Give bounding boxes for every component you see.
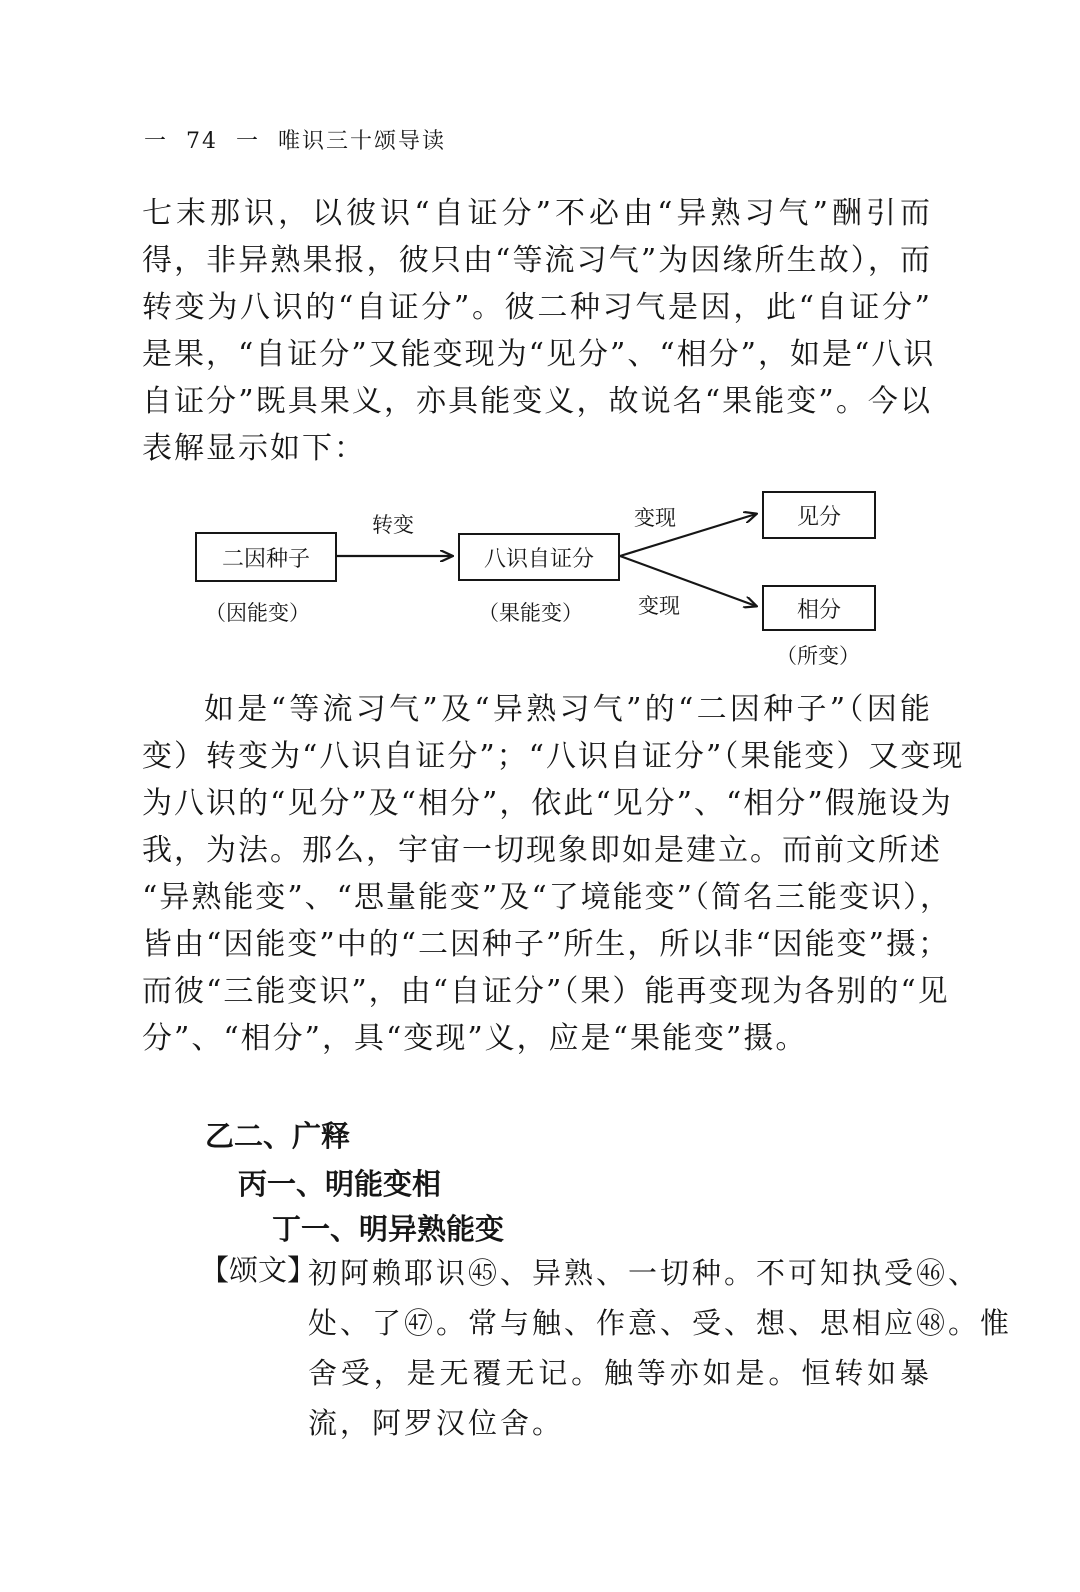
paragraph-line: 表解显示如下： [142,431,366,466]
paragraph-line: 我，为法。那么，宇宙一切现象即如是建立。而前文所述 [142,833,942,868]
label-manifest-down: 变现 [638,594,680,618]
paragraph-line: 皆由“因能变”中的“二因种子”所生，所以非“因能变”摄； [142,927,951,962]
caption-transformed: （所变） [776,644,860,668]
section-heading-level-1: 乙二、广释 [205,1119,351,1153]
paragraph-2 [142,686,965,1062]
paragraph-line: 为八识的“见分”及“相分”，依此“见分”、“相分”假施设为 [142,786,953,821]
paragraph-line: 七末那识，以彼识“自证分”不必由“异熟习气”酬引而 [142,196,932,231]
paragraph-line: 转变为八识的“自证分”。彼二种习气是因，此“自证分” [142,290,932,325]
paragraph-line: 得，非异熟果报，彼只由“等流习气”为因缘所生故），而 [142,243,932,278]
verse-line: 处、了㊼。常与触、作意、受、想、思相应㊽。惟 [308,1306,1013,1340]
paragraph-line: 自证分”既具果义，亦具能变义，故说名“果能变”。今以 [142,384,932,419]
paragraph-line: 变）转变为“八识自证分”；“八识自证分”（果能变）又变现 [142,739,965,774]
paragraph-line: 分”、“相分”，具“变现”义，应是“果能变”摄。 [142,1021,808,1056]
label-manifest-up: 变现 [634,506,676,530]
diagram-arrows [0,0,1080,700]
box-seeing-part: 见分 [762,491,876,539]
running-head: 一 74 一 唯识三十颂导读 [144,129,446,154]
verse-text [308,1248,1013,1448]
box-self-witness: 八识自证分 [458,533,620,581]
verse-label: 【颂文】 [200,1253,317,1287]
section-heading-level-3: 丁一、明异熟能变 [272,1212,505,1246]
paragraph-line: 而彼“三能变识”，由“自证分”（果）能再变现为各别的“见 [142,974,950,1009]
verse-line: 舍受，是无覆无记。触等亦如是。恒转如暴 [308,1356,932,1390]
paragraph-line: “异熟能变”、“思量能变”及“了境能变”（简名三能变识）， [142,880,953,915]
paragraph-line: 如是“等流习气”及“异熟习气”的“二因种子”（因能 [204,692,932,727]
verse-line: 初阿赖耶识㊺、异熟、一切种。不可知执受㊻、 [308,1256,981,1290]
box-form-part: 相分 [762,585,876,631]
caption-cause-transform: （因能变） [205,601,310,625]
box-two-cause-seeds: 二因种子 [195,532,337,582]
verse-line: 流，阿罗汉位舍。 [308,1406,565,1440]
paragraph-line: 是果，“自证分”又能变现为“见分”、“相分”，如是“八识 [142,337,936,372]
caption-result-transform: （果能变） [478,601,583,625]
section-heading-level-2: 丙一、明能变相 [238,1167,442,1201]
label-transform: 转变 [372,513,414,537]
